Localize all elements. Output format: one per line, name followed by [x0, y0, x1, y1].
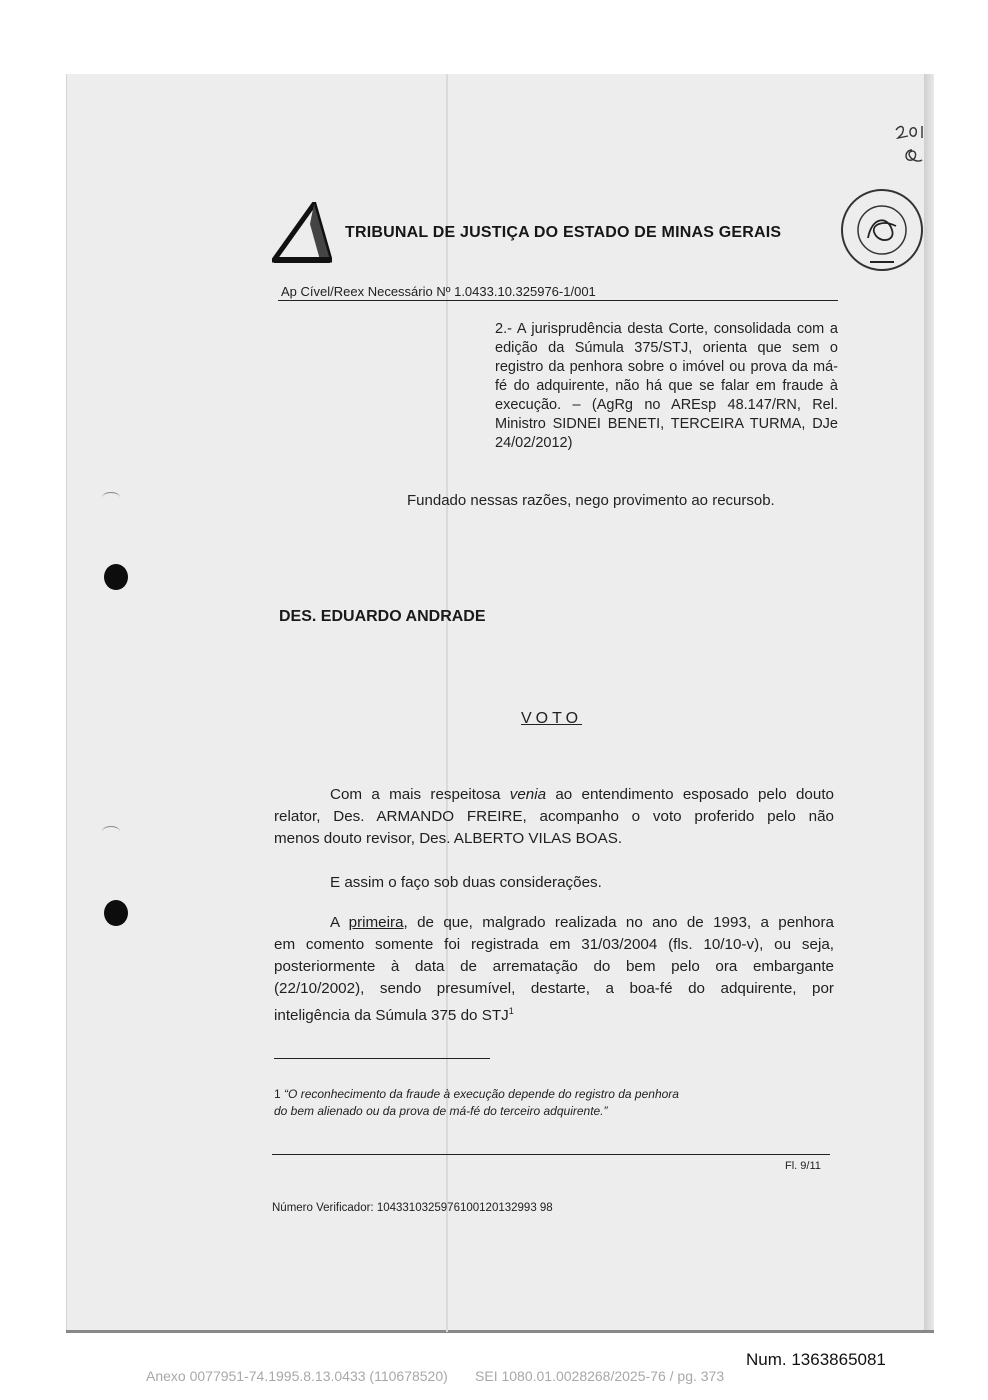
punch-hole-mark — [102, 492, 120, 503]
case-reference: Ap Cível/Reex Necessário Nº 1.0433.10.325976-1/001 — [281, 284, 596, 299]
text-line: em comento somente foi registrada em 31/03/2004 (fls. 10/10-v), ou seja, — [274, 936, 834, 953]
judge-heading: DES. EDUARDO ANDRADE — [279, 608, 486, 625]
footnote-number: 1 — [274, 1087, 281, 1101]
text-line: Com a mais respeitosa venia ao entendimento esposado pelo douto — [330, 786, 834, 803]
text-line: inteligência da Súmula 375 do STJ$^1$ — [274, 1006, 514, 1025]
vote-paragraph-3 — [274, 912, 834, 1027]
page-fold-crease — [446, 74, 448, 1332]
punch-hole — [104, 900, 128, 926]
court-title: TRIBUNAL DE JUSTIÇA DO ESTADO DE MINAS GERAIS — [345, 224, 782, 241]
footnote-separator — [274, 1058, 490, 1059]
header-divider — [278, 300, 838, 301]
court-logo-icon — [272, 202, 332, 264]
court-seal-stamp — [838, 186, 926, 274]
page-bottom-edge — [66, 1330, 934, 1333]
verifier-number: Número Verificador: 1043310325976100120132993 98 — [272, 1202, 553, 1214]
text-line: A primeira, de que, malgrado realizada no ano de 1993, a penhora — [330, 914, 834, 931]
annex-footer — [146, 1368, 724, 1384]
footer-divider — [272, 1154, 830, 1155]
underlined-term: primeira — [348, 914, 404, 931]
handwritten-folio-mark — [886, 120, 934, 170]
vote-heading: VOTO — [521, 710, 583, 727]
footnote — [274, 1086, 679, 1120]
footnote-reference: 1 — [508, 1006, 514, 1016]
sei-reference: SEI 1080.01.0028268/2025-76 / pg. 373 — [475, 1368, 725, 1384]
vote-paragraph-2: E assim o faço sob duas considerações. — [330, 874, 602, 891]
footnote-line: “O reconhecimento da fraude à execução depende do registro da penhora — [284, 1087, 679, 1101]
punch-hole — [104, 564, 128, 590]
jurisprudence-quote: 2.- A jurisprudência desta Corte, consolidada com a edição da Súmula 375/STJ, orienta que sem o registro da penhora sobre o imóvel ou prova da má-fé do adquirente, não há que se falar em fraude à execução. – (AgRg no AREsp 48.147/RN, Rel. Ministro SIDNEI BENETI, TERCEIRA TURMA, DJe 24/02/2012) — [495, 321, 838, 451]
text-line: posteriormente à data de arrematação do bem pelo ora embargante — [274, 958, 834, 975]
page-folio: Fl. 9/11 — [785, 1160, 821, 1172]
scanned-page — [66, 74, 925, 1332]
text-line: relator, Des. ARMANDO FREIRE, acompanho o voto proferido pelo não — [274, 808, 834, 825]
punch-hole-mark — [102, 826, 120, 837]
document-number: Num. 1363865081 — [746, 1350, 886, 1369]
latin-term: venia — [509, 786, 547, 803]
ruling-conclusion: Fundado nessas razões, nego provimento ao recursob. — [407, 492, 775, 509]
text-line: menos douto revisor, Des. ALBERTO VILAS BOAS. — [274, 830, 623, 847]
footnote-line: do bem alienado ou da prova de má-fé do terceiro adquirente.” — [274, 1104, 608, 1118]
text-line: (22/10/2002), sendo presumível, destarte, a boa-fé do adquirente, por — [274, 980, 834, 997]
vote-paragraph-1 — [274, 784, 834, 850]
annex-reference: Anexo 0077951-74.1995.8.13.0433 (110678520) — [146, 1368, 448, 1384]
